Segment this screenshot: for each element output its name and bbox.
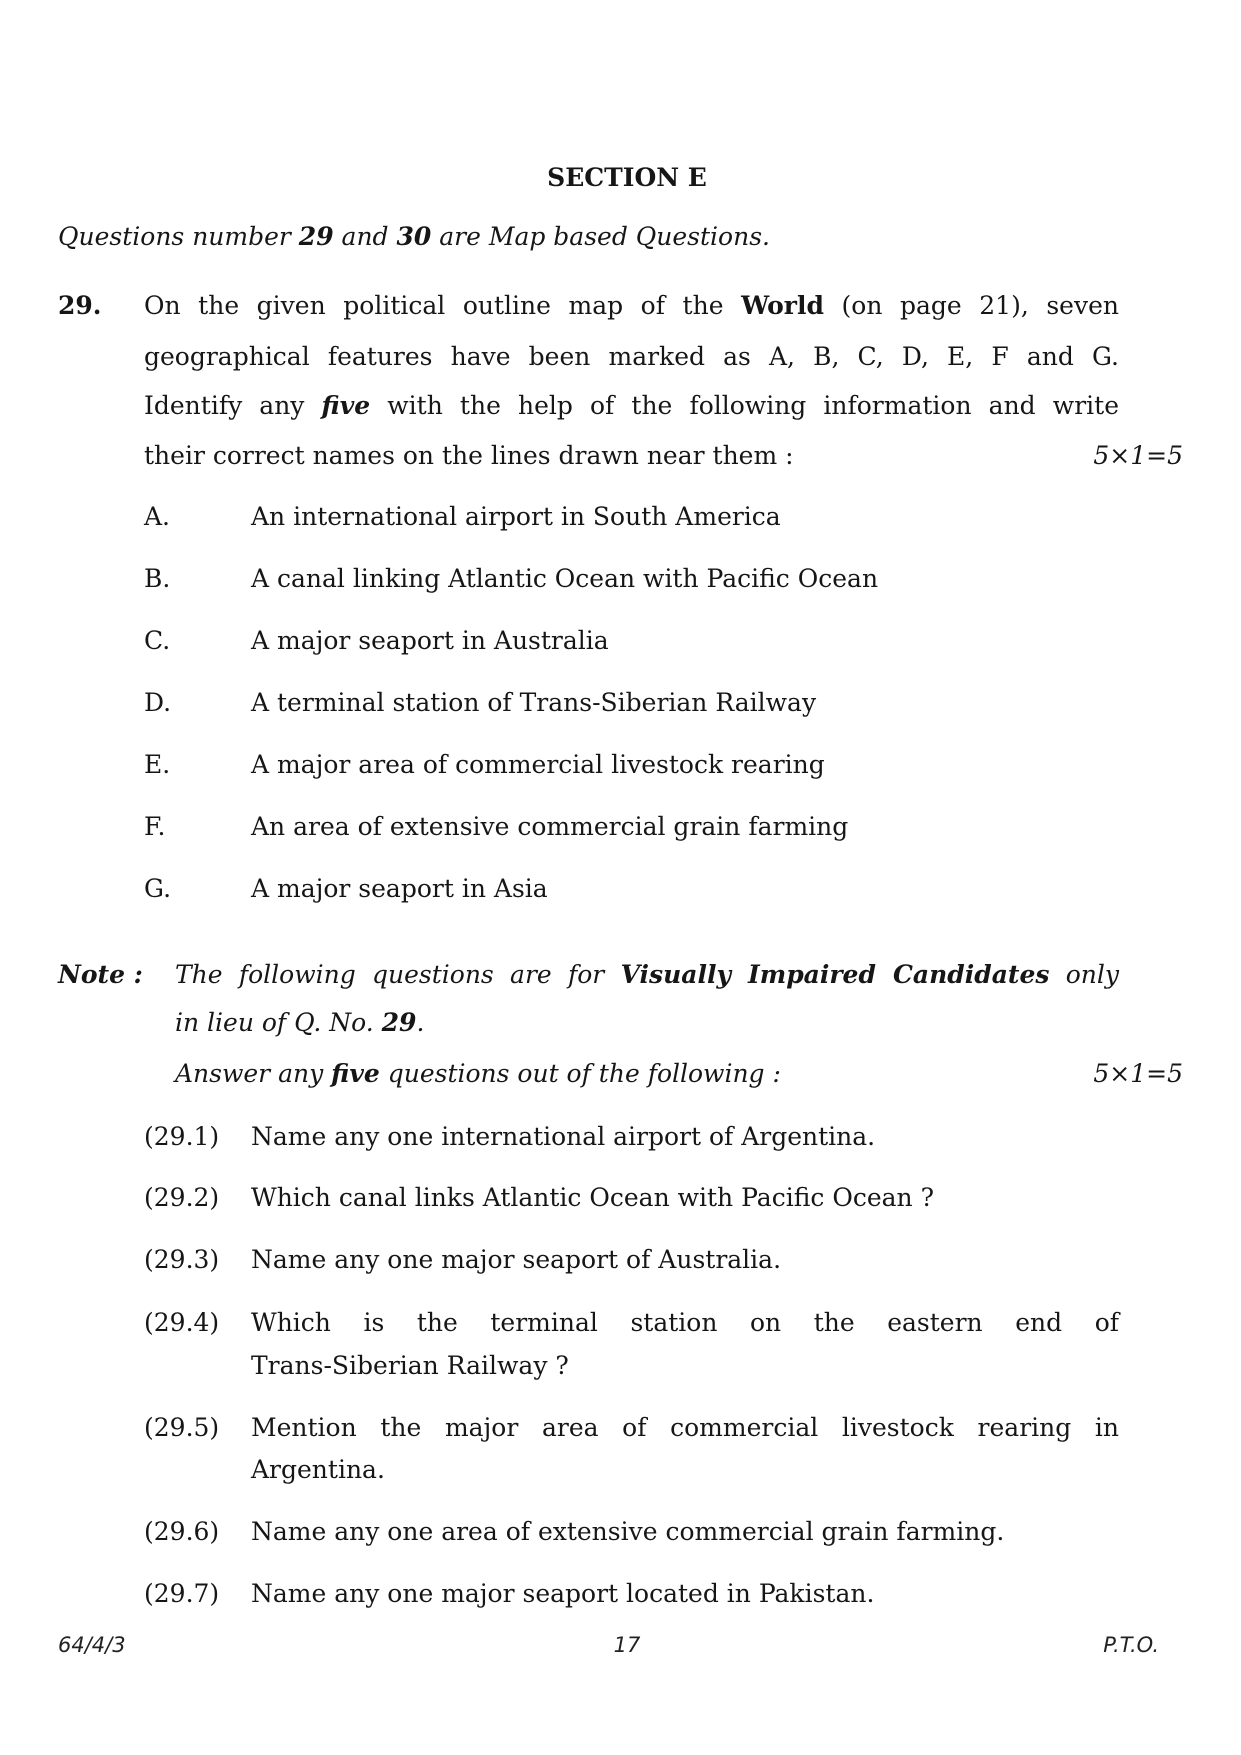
- sub-question-number: (29.3): [144, 1245, 220, 1274]
- question-ref: 29: [298, 222, 334, 251]
- sub-question-text: Mention the major area of commercial livestock rearing in: [251, 1413, 1119, 1442]
- sub-question-text: Name any one international airport of Argentina.: [251, 1122, 876, 1151]
- question-text: Identify any: [144, 391, 322, 420]
- question-ref: 30: [396, 222, 432, 251]
- section-title: SECTION E: [547, 163, 707, 192]
- question-emphasis: World: [741, 291, 824, 320]
- feature-description: An international airport in South America: [251, 502, 781, 531]
- question-text: On the given political outline map of the: [144, 291, 742, 320]
- note-text-line: [175, 960, 1119, 990]
- sub-question-number: (29.4): [144, 1308, 220, 1337]
- sub-question-text: Argentina.: [251, 1455, 385, 1484]
- note-label: Note :: [58, 960, 143, 989]
- question-text-line: [144, 391, 1119, 421]
- feature-description: A terminal station of Trans-Siberian Railway: [251, 688, 817, 717]
- note-emphasis: 29: [381, 1008, 417, 1037]
- sub-question-number: (29.6): [144, 1517, 220, 1546]
- instruction-text: Questions number: [58, 222, 299, 251]
- paper-code: 64/4/3: [58, 1633, 126, 1657]
- note-text-line: [175, 1008, 424, 1038]
- sub-question-text: Which canal links Atlantic Ocean with Pacific Ocean ?: [251, 1183, 934, 1212]
- feature-description: A canal linking Atlantic Ocean with Pacific Ocean: [251, 564, 879, 593]
- note-instruction: [175, 1059, 781, 1089]
- feature-letter: F.: [144, 812, 166, 841]
- question-emphasis: five: [321, 391, 371, 420]
- question-text-line: [144, 291, 1119, 321]
- instruction-text: and: [333, 222, 397, 251]
- note-emphasis: Visually Impaired Candidates: [620, 960, 1050, 989]
- feature-description: An area of extensive commercial grain farming: [251, 812, 849, 841]
- page-number: 17: [613, 1633, 641, 1657]
- feature-description: A major area of commercial livestock rearing: [251, 750, 825, 779]
- sub-question-number: (29.2): [144, 1183, 220, 1212]
- question-text-line: geographical features have been marked as A, B, C, D, E, F and G.: [144, 342, 1119, 371]
- sub-question-number: (29.1): [144, 1122, 220, 1151]
- feature-letter: E.: [144, 750, 171, 779]
- feature-description: A major seaport in Australia: [251, 626, 609, 655]
- sub-question-number: (29.7): [144, 1579, 220, 1608]
- sub-question-text: Name any one major seaport of Australia.: [251, 1245, 782, 1274]
- note-emphasis: five: [331, 1059, 380, 1088]
- feature-description: A major seaport in Asia: [251, 874, 548, 903]
- section-instructions: [58, 222, 770, 252]
- sub-question-text: Trans-Siberian Railway ?: [251, 1351, 569, 1380]
- note-text: only: [1049, 960, 1120, 989]
- marks-allocation: 5×1=5: [1093, 1059, 1183, 1088]
- feature-letter: D.: [144, 688, 172, 717]
- feature-letter: A.: [144, 502, 171, 531]
- marks-allocation: 5×1=5: [1093, 441, 1183, 470]
- instruction-text: are Map based Questions.: [431, 222, 770, 251]
- note-text: The following questions are for: [175, 960, 621, 989]
- feature-letter: C.: [144, 626, 171, 655]
- sub-question-number: (29.5): [144, 1413, 220, 1442]
- sub-question-text: Name any one major seaport located in Pakistan.: [251, 1579, 875, 1608]
- question-text: (on page 21), seven: [823, 291, 1119, 320]
- question-text-line: their correct names on the lines drawn near them :: [144, 441, 794, 470]
- feature-letter: B.: [144, 564, 171, 593]
- sub-question-text: Name any one area of extensive commercial grain farming.: [251, 1517, 1005, 1546]
- sub-question-text: Which is the terminal station on the eastern end of: [251, 1308, 1119, 1337]
- feature-letter: G.: [144, 874, 172, 903]
- please-turn-over: P.T.O.: [1103, 1633, 1159, 1657]
- note-text: in lieu of Q. No.: [175, 1008, 382, 1037]
- question-number: 29.: [58, 291, 102, 320]
- note-text: Answer any: [175, 1059, 332, 1088]
- question-text: with the help of the following information and write: [370, 391, 1119, 420]
- note-text: .: [416, 1008, 425, 1037]
- note-text: questions out of the following :: [379, 1059, 781, 1088]
